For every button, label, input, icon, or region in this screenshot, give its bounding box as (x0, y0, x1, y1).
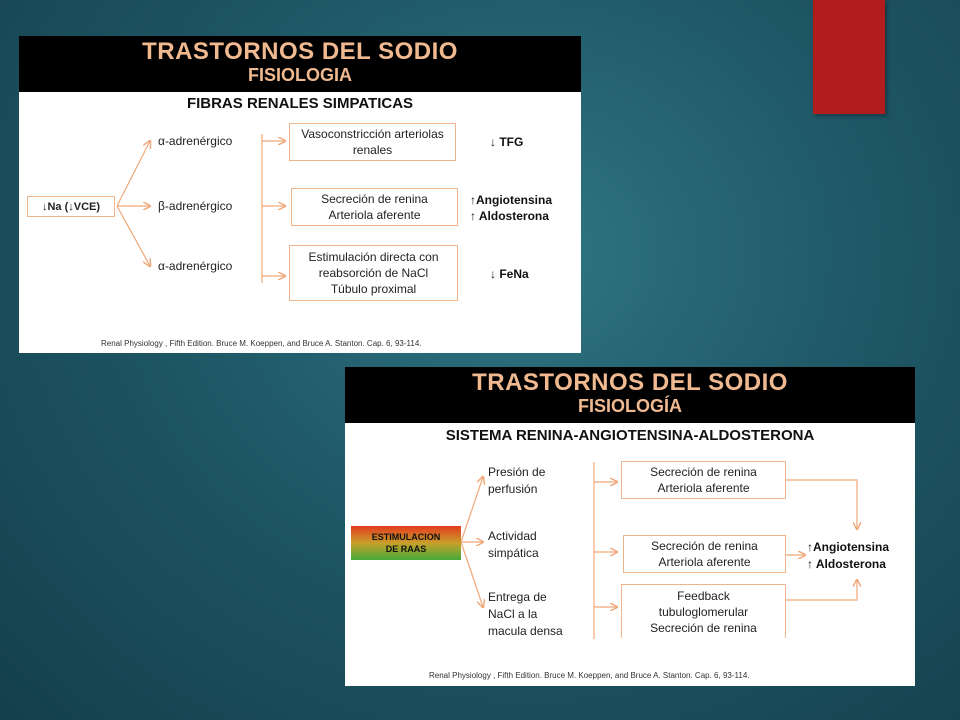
slide2-stimulus-2-line-1: Actividad (488, 529, 537, 543)
slide1-result-1: ↓ TFG (490, 135, 524, 149)
slide1-reference: Renal Physiology , Fifth Edition. Bruce M. Koeppen, and Bruce A. Stanton. Cap. 6, 93-114. (101, 339, 422, 348)
slide1-effect-1-line-2: renales (352, 143, 393, 157)
slide2-stimulus-1 (488, 464, 545, 498)
slide1-source-box: ↓Na (↓VCE) (27, 196, 115, 217)
slide1-effect-2-line-1: Secreción de renina (321, 192, 428, 206)
slide1-effect-2-line-2: Arteriola aferente (328, 208, 421, 222)
slide2-effect-2-line-1: Secreción de renina (651, 539, 758, 553)
slide2-subtitle: FISIOLOGÍA (577, 396, 682, 416)
slide1-effect-1-line-1: Vasoconstricción arteriolas (301, 127, 444, 141)
slide1-effect-3-line-3: Túbulo proximal (330, 282, 417, 296)
slide1-receptor-2: β-adrenérgico (158, 199, 233, 213)
slide2-stimulus-2-line-2: simpática (488, 546, 539, 560)
slide2-stimulus-3 (488, 589, 563, 640)
slide2-stimulus-3-line-2: NaCl a la (488, 607, 538, 621)
slide2-effect-box-1 (621, 461, 786, 499)
slide2-heading: SISTEMA RENINA-ANGIOTENSINA-ALDOSTERONA (445, 427, 815, 444)
slide2-result-1: ↑Angiotensina (807, 540, 890, 554)
slide2-source-box (351, 526, 461, 560)
slide2-stimulus-3-line-1: Entrega de (488, 590, 547, 604)
slide1-effect-box-1 (289, 123, 456, 161)
slide2-reference: Renal Physiology , Fifth Edition. Bruce M. Koeppen, and Bruce A. Stanton. Cap. 6, 93-114. (429, 671, 750, 680)
slide1-receptor-3: α-adrenérgico (158, 259, 233, 273)
slide1-title: TRASTORNOS DEL SODIO (142, 38, 458, 65)
slide1-effect-3-line-1: Estimulación directa con (308, 250, 439, 264)
slide1-receptor-1: α-adrenérgico (158, 134, 233, 148)
slide2-result-2: ↑ Aldosterona (807, 557, 886, 571)
slide1-subtitle: FISIOLOGIA (247, 65, 352, 85)
slide1-result-2-line-2: ↑ Aldosterona (470, 209, 549, 223)
slide2-source-line-2: DE RAAS (385, 544, 427, 554)
slide-raas (345, 367, 915, 686)
slide2-stimulus-2 (488, 528, 539, 562)
slide2-source-line-1: ESTIMULACION (371, 532, 441, 542)
slide1-effect-box-2 (291, 188, 458, 226)
slide2-stimulus-1-line-1: Presión de (488, 465, 546, 479)
slide2-effect-1-line-1: Secreción de renina (650, 465, 757, 479)
slide1-effect-box-3 (289, 245, 458, 301)
slide1-heading: FIBRAS RENALES SIMPATICAS (186, 95, 414, 112)
slide2-effect-2-line-2: Arteriola aferente (658, 555, 751, 569)
slide1-result-2-line-1: ↑Angiotensina (470, 193, 553, 207)
slide2-effect-3-line-1: Feedback (677, 588, 730, 603)
slide2-effect-3-line-2: tubuloglomerular (658, 604, 749, 619)
slide2-effect-box-2 (623, 535, 786, 573)
slide2-stimulus-3-line-3: macula densa (488, 624, 563, 638)
slide2-effect-3-line-3: Secreción de renina (650, 620, 757, 635)
slide2-title: TRASTORNOS DEL SODIO (472, 369, 788, 396)
slide-fibras-renales (19, 36, 581, 353)
slide1-effect-3-line-2: reabsorción de NaCl (318, 266, 429, 280)
slide2-effect-box-3 (621, 584, 786, 638)
red-accent-tab (813, 0, 885, 114)
slide1-result-3: ↓ FeNa (490, 267, 529, 281)
slide2-effect-1-line-2: Arteriola aferente (657, 481, 750, 495)
slide2-stimulus-1-line-2: perfusión (488, 482, 538, 496)
